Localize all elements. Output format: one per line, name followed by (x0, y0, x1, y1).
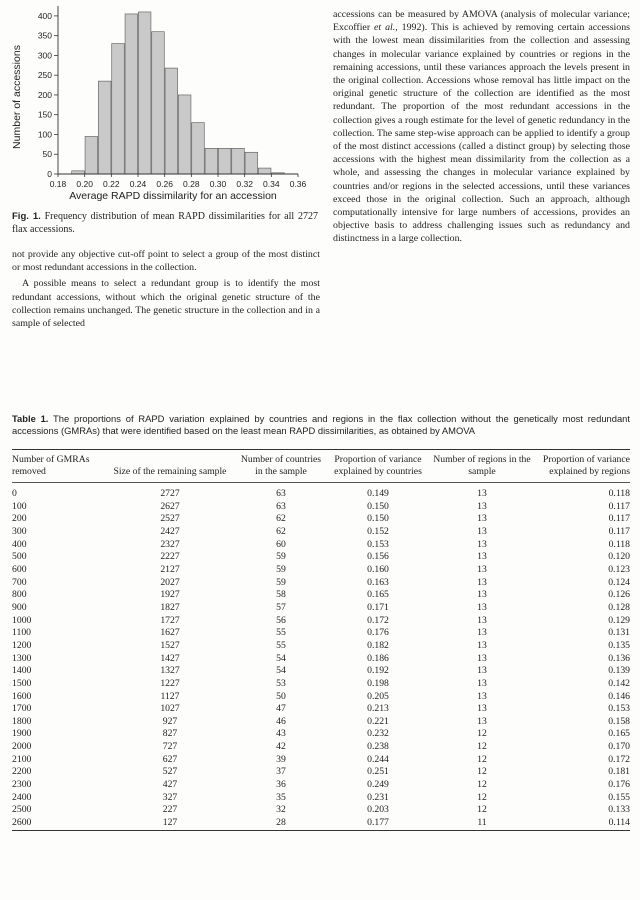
cell-remaining-sample: 2727 (160, 488, 180, 499)
cell-number-of-countries: 56 (276, 614, 286, 626)
cell-number-of-regions: 13 (477, 614, 487, 626)
cell-variance-by-regions: 0.165 (608, 728, 630, 740)
cell-gmras-removed: 600 (12, 563, 27, 575)
y-tick-label: 50 (42, 149, 52, 160)
table-row (12, 513, 630, 526)
cell-remaining-sample: 2627 (160, 500, 180, 512)
cell-remaining-sample: 1927 (160, 589, 180, 601)
cell-variance-by-regions: 0.126 (608, 589, 630, 601)
body-paragraph (333, 8, 630, 246)
body-text: , 1992). This is achieved by removing certain accessions with the lowest mean dissimilarities from the collection and assessing changes in molecular variance explained by countries or regions in the remaining accessions, until these variances approach the levels present in the original collection. Accessions whose removal has little impact on the original genetic structure of the collection are identified as the most redundant. The proportion of the most redundant accessions in the collection gives a rough estimate for the level of genetic redundancy in the collection. The same step-wise approach can be applied to identify a group of the most distinct accessions (called a distinct group) by selecting those accessions with the highest mean dissimilarity from the collection as a whole, and assessing the changes in molecular variance explained by countries and/or regions in the selected accessions, until these variances exceed those in the original collection. Such an approach, although computationally intensive for large numbers of accessions, provides an objective basis to address challenging issues such as redundancy and distinctness in a large collection. (333, 22, 631, 245)
cell-number-of-countries: 28 (276, 817, 286, 829)
y-tick-label: 100 (37, 129, 52, 140)
cell-variance-by-regions: 0.118 (608, 538, 630, 550)
table-row (12, 766, 630, 779)
column-header-number-of-countries: Number of countries in the sample (240, 454, 322, 477)
cell-remaining-sample: 2027 (160, 576, 180, 588)
x-tick-label: 0.24 (129, 179, 147, 189)
x-tick-label: 0.36 (289, 179, 307, 189)
cell-variance-by-countries: 0.171 (367, 601, 389, 613)
cell-number-of-regions: 12 (477, 779, 487, 791)
x-tick-label: 0.26 (156, 179, 173, 189)
y-axis (38, 6, 58, 179)
cell-variance-by-countries: 0.249 (367, 779, 389, 791)
cell-variance-by-regions: 0.146 (608, 690, 630, 702)
cell-gmras-removed: 100 (12, 500, 27, 512)
cell-number-of-regions: 13 (477, 538, 487, 550)
cell-gmras-removed: 300 (12, 525, 27, 537)
cell-number-of-regions: 12 (477, 791, 487, 803)
cell-variance-by-countries: 0.205 (367, 690, 389, 702)
cell-number-of-countries: 55 (276, 639, 286, 651)
cell-number-of-regions: 13 (477, 639, 487, 651)
cell-gmras-removed: 1500 (12, 677, 32, 689)
cell-gmras-removed: 900 (12, 601, 27, 613)
cell-number-of-regions: 12 (477, 728, 487, 740)
table-row (12, 483, 630, 501)
cell-variance-by-countries: 0.213 (367, 703, 389, 715)
table-body (12, 483, 630, 831)
cell-number-of-countries: 37 (276, 766, 286, 778)
cell-variance-by-countries: 0.186 (367, 652, 389, 664)
cell-variance-by-regions: 0.117 (608, 525, 630, 537)
cell-gmras-removed: 1100 (12, 627, 32, 639)
cell-variance-by-regions: 0.158 (608, 715, 630, 727)
table-row (12, 741, 630, 754)
histogram-bars (72, 12, 285, 174)
cell-number-of-regions: 13 (477, 576, 487, 588)
cell-remaining-sample: 2127 (160, 563, 180, 575)
table-row (12, 653, 630, 666)
cell-remaining-sample: 627 (162, 753, 178, 765)
table-row (12, 539, 630, 552)
y-tick-label: 350 (37, 30, 52, 41)
column-header-number-of-regions: Number of regions in the sample (433, 454, 531, 477)
x-tick-label: 0.20 (76, 179, 93, 189)
y-tick-label: 200 (37, 89, 52, 100)
table-row (12, 526, 630, 539)
table-row (12, 589, 630, 602)
y-tick-label: 150 (37, 109, 52, 120)
cell-number-of-countries: 42 (276, 741, 286, 753)
table-caption-text: The proportions of RAPD variation explained by countries and regions in the flax collection without the genetically most redundant accessions (GMRAs) that were identified based on the least mean RAPD dissimilarities, as obtained by AMOVA (12, 413, 630, 436)
column-header-variance-by-regions: Proportion of variance explained by regions (542, 454, 630, 477)
histogram-bar (72, 171, 85, 174)
cell-variance-by-countries: 0.244 (367, 753, 389, 765)
cell-variance-by-countries: 0.198 (367, 677, 389, 689)
cell-number-of-countries: 50 (276, 690, 286, 702)
table-row (12, 640, 630, 653)
cell-variance-by-regions: 0.139 (608, 665, 630, 677)
cell-number-of-regions: 13 (477, 589, 487, 601)
table-header-row (12, 450, 630, 483)
cell-gmras-removed: 200 (12, 513, 27, 525)
cell-gmras-removed: 2600 (12, 817, 32, 829)
column-header-gmras-removed: Number of GMRAs removed (12, 454, 90, 477)
cell-number-of-countries: 59 (276, 551, 286, 563)
cell-variance-by-countries: 0.182 (367, 639, 389, 651)
cell-variance-by-regions: 0.120 (608, 551, 630, 563)
cell-gmras-removed: 1400 (12, 665, 32, 677)
figure-caption-text: Frequency distribution of mean RAPD dissimilarities for all 2727 flax accessions. (12, 211, 318, 235)
cell-variance-by-countries: 0.231 (367, 791, 389, 803)
table-row (12, 728, 630, 741)
table-row (12, 804, 630, 817)
cell-remaining-sample: 1627 (160, 627, 180, 639)
cell-variance-by-regions: 0.133 (608, 804, 630, 816)
histogram-bar (125, 14, 138, 174)
cell-remaining-sample: 1127 (160, 690, 180, 702)
x-tick-label: 0.34 (263, 179, 280, 189)
y-tick-label: 400 (37, 10, 52, 21)
right-body-column (333, 8, 630, 246)
table-row (12, 792, 630, 805)
cell-variance-by-countries: 0.156 (367, 551, 389, 563)
cell-gmras-removed: 1300 (12, 652, 32, 664)
cell-variance-by-regions: 0.153 (608, 703, 630, 715)
cell-number-of-countries: 63 (276, 500, 286, 512)
cell-number-of-countries: 54 (276, 652, 286, 664)
table-row (12, 665, 630, 678)
cell-gmras-removed: 700 (12, 576, 27, 588)
cell-gmras-removed: 2100 (12, 753, 32, 765)
cell-variance-by-countries: 0.251 (367, 766, 389, 778)
cell-variance-by-countries: 0.163 (367, 576, 389, 588)
cell-variance-by-countries: 0.153 (367, 538, 389, 550)
x-tick-label: 0.18 (49, 179, 67, 189)
cell-number-of-regions: 13 (477, 488, 487, 499)
cell-number-of-countries: 47 (276, 703, 286, 715)
cell-gmras-removed: 400 (12, 538, 27, 550)
cell-variance-by-regions: 0.176 (608, 779, 630, 791)
cell-variance-by-countries: 0.176 (367, 627, 389, 639)
cell-gmras-removed: 2200 (12, 766, 32, 778)
x-tick-label: 0.30 (209, 179, 227, 189)
cell-variance-by-countries: 0.203 (367, 804, 389, 816)
y-tick-label: 300 (37, 50, 52, 61)
x-tick-label: 0.22 (103, 179, 120, 189)
cell-number-of-countries: 58 (276, 589, 286, 601)
cell-gmras-removed: 1200 (12, 639, 32, 651)
cell-variance-by-regions: 0.129 (608, 614, 630, 626)
cell-variance-by-countries: 0.232 (367, 728, 389, 740)
cell-variance-by-countries: 0.221 (367, 715, 389, 727)
cell-variance-by-regions: 0.123 (608, 563, 630, 575)
cell-variance-by-countries: 0.149 (367, 488, 389, 499)
cell-remaining-sample: 1427 (160, 652, 180, 664)
table-row (12, 501, 630, 514)
cell-gmras-removed: 500 (12, 551, 27, 563)
cell-variance-by-regions: 0.170 (608, 741, 630, 753)
cell-variance-by-countries: 0.238 (367, 741, 389, 753)
figure-1-histogram (8, 2, 313, 207)
cell-number-of-countries: 55 (276, 627, 286, 639)
cell-remaining-sample: 2327 (160, 538, 180, 550)
cell-number-of-countries: 36 (276, 779, 286, 791)
cell-remaining-sample: 2227 (160, 551, 180, 563)
table-row (12, 551, 630, 564)
cell-gmras-removed: 2400 (12, 791, 32, 803)
cell-gmras-removed: 2000 (12, 741, 32, 753)
cell-variance-by-countries: 0.172 (367, 614, 389, 626)
cell-remaining-sample: 2527 (160, 513, 180, 525)
cell-gmras-removed: 800 (12, 589, 27, 601)
cell-variance-by-regions: 0.131 (608, 627, 630, 639)
histogram-bar (112, 44, 125, 174)
cell-remaining-sample: 127 (162, 817, 178, 829)
cell-number-of-regions: 13 (477, 627, 487, 639)
cell-remaining-sample: 1827 (160, 601, 180, 613)
cell-variance-by-regions: 0.124 (608, 576, 630, 588)
cell-number-of-regions: 13 (477, 551, 487, 563)
cell-remaining-sample: 1027 (160, 703, 180, 715)
cell-variance-by-countries: 0.150 (367, 513, 389, 525)
table-row (12, 779, 630, 792)
table-row (12, 716, 630, 729)
histogram-bar (192, 123, 205, 174)
cell-remaining-sample: 1227 (160, 677, 180, 689)
cell-number-of-regions: 13 (477, 652, 487, 664)
cell-number-of-regions: 13 (477, 525, 487, 537)
cell-number-of-countries: 54 (276, 665, 286, 677)
table-row (12, 754, 630, 767)
cell-gmras-removed: 1800 (12, 715, 32, 727)
cell-variance-by-countries: 0.150 (367, 500, 389, 512)
table-row (12, 678, 630, 691)
histogram-bar (178, 95, 191, 174)
cell-gmras-removed: 1600 (12, 690, 32, 702)
cell-number-of-countries: 32 (276, 804, 286, 816)
cell-variance-by-regions: 0.118 (608, 488, 630, 499)
table-row (12, 564, 630, 577)
cell-remaining-sample: 527 (162, 766, 178, 778)
histogram-bar (138, 12, 151, 174)
column-header-variance-by-countries: Proportion of variance explained by countries (334, 454, 422, 477)
cell-number-of-regions: 13 (477, 703, 487, 715)
cell-number-of-countries: 43 (276, 728, 286, 740)
cell-number-of-countries: 60 (276, 538, 286, 550)
cell-number-of-regions: 13 (477, 563, 487, 575)
cell-variance-by-countries: 0.177 (367, 817, 389, 829)
cell-remaining-sample: 2427 (160, 525, 180, 537)
y-tick-label: 250 (37, 70, 52, 81)
cell-remaining-sample: 827 (162, 728, 178, 740)
table-row (12, 602, 630, 615)
cell-remaining-sample: 227 (162, 804, 178, 816)
cell-number-of-countries: 39 (276, 753, 286, 765)
cell-variance-by-regions: 0.172 (608, 753, 630, 765)
table-row (12, 615, 630, 628)
cell-number-of-countries: 59 (276, 563, 286, 575)
cell-number-of-regions: 11 (477, 817, 487, 829)
table-row (12, 817, 630, 830)
cell-number-of-countries: 57 (276, 601, 286, 613)
cell-number-of-regions: 13 (477, 677, 487, 689)
cell-gmras-removed: 1900 (12, 728, 32, 740)
figure-caption-label: Fig. 1. (12, 211, 41, 222)
cell-number-of-countries: 59 (276, 576, 286, 588)
histogram-bar (152, 32, 165, 174)
figure-caption (12, 210, 318, 236)
cell-number-of-regions: 12 (477, 741, 487, 753)
histogram-bar (258, 168, 271, 174)
cell-number-of-regions: 13 (477, 690, 487, 702)
table-row (12, 691, 630, 704)
body-paragraph: A possible means to select a redundant group is to identify the most redundant accessions, without which the original genetic structure of the collection remains unchanged. The genetic structure in the collection and in a sample of selected (12, 278, 320, 330)
table-caption-label: Table 1. (12, 413, 49, 424)
cell-variance-by-regions: 0.142 (608, 677, 630, 689)
body-paragraph: not provide any objective cut-off point to select a group of the most distinct or most redundant accessions in the collection. (12, 249, 320, 274)
cell-number-of-regions: 13 (477, 601, 487, 613)
cell-gmras-removed: 0 (12, 488, 17, 499)
cell-variance-by-countries: 0.165 (367, 589, 389, 601)
table-row (12, 703, 630, 716)
table-caption (12, 413, 630, 437)
table-row (12, 577, 630, 590)
histogram-bar (98, 81, 111, 174)
cell-variance-by-countries: 0.152 (367, 525, 389, 537)
table-1 (12, 449, 630, 831)
cell-remaining-sample: 1327 (160, 665, 180, 677)
cell-number-of-regions: 12 (477, 753, 487, 765)
cell-number-of-countries: 63 (276, 488, 286, 499)
cell-number-of-countries: 35 (276, 791, 286, 803)
histogram-bar (205, 148, 218, 174)
histogram-bar (245, 152, 258, 174)
cell-number-of-countries: 62 (276, 525, 286, 537)
cell-remaining-sample: 327 (162, 791, 178, 803)
x-tick-label: 0.32 (236, 179, 253, 189)
body-text: accessions can be measured by AMOVA (analysis of molecular variance; Excoffier (333, 9, 630, 34)
column-header-remaining-sample: Size of the remaining sample (113, 465, 227, 477)
cell-variance-by-countries: 0.192 (367, 665, 389, 677)
cell-number-of-regions: 12 (477, 766, 487, 778)
x-axis-label: Average RAPD dissimilarity for an accession (69, 190, 277, 202)
cell-remaining-sample: 727 (162, 741, 178, 753)
cell-number-of-regions: 12 (477, 804, 487, 816)
left-body-column (12, 248, 320, 330)
cell-variance-by-regions: 0.128 (608, 601, 630, 613)
cell-gmras-removed: 2500 (12, 804, 32, 816)
histogram-bar (218, 148, 231, 174)
histogram-bar (165, 68, 178, 174)
cell-number-of-regions: 13 (477, 500, 487, 512)
cell-variance-by-regions: 0.117 (608, 513, 630, 525)
cell-gmras-removed: 2300 (12, 779, 32, 791)
x-axis (50, 174, 307, 189)
cell-remaining-sample: 927 (162, 715, 178, 727)
y-axis-label: Number of accessions (11, 45, 23, 149)
cell-variance-by-regions: 0.114 (608, 817, 630, 829)
cell-number-of-regions: 13 (477, 665, 487, 677)
cell-variance-by-regions: 0.136 (608, 652, 630, 664)
cell-number-of-countries: 53 (276, 677, 286, 689)
cell-remaining-sample: 427 (162, 779, 178, 791)
cell-number-of-regions: 13 (477, 513, 487, 525)
table-row (12, 627, 630, 640)
x-tick-label: 0.28 (183, 179, 200, 189)
body-text-italic: et al. (374, 22, 396, 34)
y-tick-label: 0 (47, 169, 52, 179)
cell-variance-by-regions: 0.181 (608, 766, 630, 778)
cell-number-of-countries: 46 (276, 715, 286, 727)
cell-variance-by-regions: 0.135 (608, 639, 630, 651)
table-header (12, 450, 630, 483)
cell-number-of-countries: 62 (276, 513, 286, 525)
cell-remaining-sample: 1727 (160, 614, 180, 626)
cell-remaining-sample: 1527 (160, 639, 180, 651)
histogram-bar (85, 136, 98, 174)
cell-gmras-removed: 1000 (12, 614, 32, 626)
cell-variance-by-regions: 0.117 (608, 500, 630, 512)
histogram-bar (232, 148, 245, 174)
cell-variance-by-regions: 0.155 (608, 791, 630, 803)
cell-number-of-regions: 13 (477, 715, 487, 727)
cell-gmras-removed: 1700 (12, 703, 32, 715)
cell-variance-by-countries: 0.160 (367, 563, 389, 575)
